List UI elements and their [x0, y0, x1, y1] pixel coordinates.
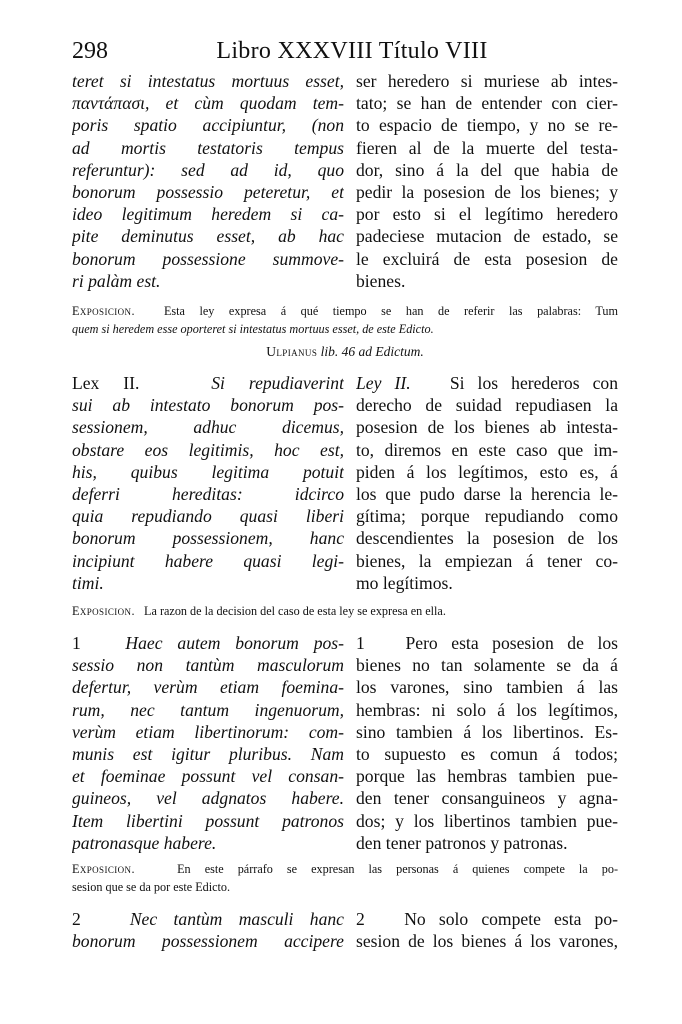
text-line: et foeminae possunt vel consan- [72, 766, 344, 787]
text-line: le excluirá de esta posesion de [356, 248, 618, 269]
text-line: piden á los legítimos, esto es, á [356, 461, 618, 482]
text-line: bienes no tan solamente se da á [356, 655, 618, 676]
text-line: ideo legitimum heredem si ca- [72, 204, 344, 225]
text-line: Haec autem bonorum pos- [125, 633, 344, 653]
text-line: verùm etiam libertinorum: com- [72, 721, 344, 742]
text-line: los varones, sino tambien á las [356, 677, 618, 698]
text-line: bonorum possessionem accipere [72, 931, 344, 952]
text-line: gítima; porque repudiando como [356, 506, 618, 527]
text-line: his, quibus legitima potuit [72, 461, 344, 482]
text-line: pite deminutus esset, ab hac [72, 226, 344, 247]
exposition-note-1 [72, 302, 618, 338]
spanish-text-block-2 [356, 372, 618, 594]
text-line: descendientes la posesion de los [356, 528, 618, 549]
text-line: incipiunt habere quasi legi- [72, 550, 344, 571]
text-line: bonorum possessio peteretur, et [72, 181, 344, 202]
spanish-text-block-4 [356, 908, 618, 952]
text-line: sui ab intestato bonorum pos- [72, 395, 344, 416]
text-line: ad mortis testatoris tempus [72, 137, 344, 158]
text-line: defertur, verùm etiam foemina- [72, 677, 344, 698]
text-line: dor, sino á la del que habia de [356, 159, 618, 180]
spanish-text-block-1 [356, 70, 618, 292]
author-name: Ulpianus [266, 344, 318, 359]
text-line: por esto si el legítimo heredero [356, 204, 618, 225]
text-line: obstare eos legitimis, hoc est, [72, 439, 344, 460]
text-line: tato; se han de entender con cier- [356, 93, 618, 114]
text-line: derecho de suidad repudiasen la [356, 395, 618, 416]
text-line: No solo compete esta po- [404, 909, 618, 929]
text-line: En este párrafo se expresan las personas á quienes compete la po- [177, 862, 618, 876]
text-line: sessio non tantùm masculorum [72, 655, 344, 676]
latin-text-block-4 [72, 908, 344, 952]
text-line: bonorum possessione summove- [72, 248, 344, 269]
exposition-note-2 [72, 602, 618, 620]
note-label: Exposicion. [72, 862, 135, 876]
source-reference: lib. 46 ad Edictum. [320, 344, 424, 359]
paragraph-number: 1 [72, 633, 81, 653]
text-line: rum, nec tantum ingenuorum, [72, 699, 344, 720]
latin-text-block-2 [72, 372, 344, 594]
text-line: quem si heredem esse oporteret si intestatus mortuus esset, de este Edicto. [72, 322, 434, 336]
text-line: mo legítimos. [356, 572, 453, 593]
text-line: dos; y los libertinos tambien pue- [356, 810, 618, 831]
text-line: sino tambien á los libertinos. Es- [356, 721, 618, 742]
text-line: fieren al de la muerte del testa- [356, 137, 618, 158]
text-line: den tener consanguineos y agna- [356, 788, 618, 809]
exposition-note-3 [72, 860, 618, 896]
text-line: ri palàm est. [72, 270, 161, 291]
text-line: porque las hembras tambien pue- [356, 766, 618, 787]
text-line: Nec tantùm masculi hanc [129, 909, 344, 929]
latin-text-block-1 [72, 70, 344, 292]
text-line: to, diremos en este caso que im- [356, 439, 618, 460]
latin-text-block-3 [72, 632, 344, 854]
note-label: Exposicion. [72, 604, 135, 618]
spanish-text-block-3 [356, 632, 618, 854]
text-line: Pero esta posesion de los [405, 633, 618, 653]
text-line: sesion de los bienes á los varones, [356, 931, 618, 952]
text-line: bienes, la empiezan á tener co- [356, 550, 618, 571]
text-line: patronasque habere. [72, 832, 217, 853]
text-line: padeciese mutacion de estado, se [356, 226, 618, 247]
text-line: Item libertini possunt patronos [72, 810, 344, 831]
text-line: hembras: ni solo á los legítimos, [356, 699, 618, 720]
text-line: los que pudo darse la herencia le- [356, 483, 618, 504]
note-label: Exposicion. [72, 304, 135, 318]
text-line: bonorum possessionem, hanc [72, 528, 344, 549]
text-line: den tener patronos y patronas. [356, 832, 568, 853]
paragraph-number: 1 [356, 633, 365, 653]
text-line: quia repudiando quasi liberi [72, 506, 344, 527]
text-line: teret si intestatus mortuus esset, [72, 71, 344, 91]
text-line: Si los herederos con [449, 373, 618, 393]
text-line: Esta ley expresa á qué tiempo se han de referir las palabras: Tum [163, 304, 618, 318]
text-line: La razon de la decision del caso de esta ley se expresa en ella. [144, 604, 446, 618]
text-line: poris spatio accipiuntur, (non [72, 115, 344, 136]
text-line: referuntur): sed ad id, quo [72, 159, 344, 180]
page-header [72, 38, 632, 68]
law-number-spanish: Ley II. [356, 373, 411, 393]
text-line: ser heredero si muriese ab intes- [356, 71, 618, 91]
text-line: munis est igitur pluribus. Nam [72, 743, 344, 764]
text-line: guineos, vel adgnatos habere. [72, 788, 344, 809]
text-line: deferri hereditas: idcirco [72, 483, 344, 504]
source-attribution [72, 344, 618, 360]
paragraph-number: 2 [356, 909, 365, 929]
text-line: bienes. [356, 270, 406, 291]
text-line: Si repudiaverint [211, 373, 344, 393]
page-number: 298 [72, 38, 108, 64]
text-line: to espacio de tiempo, y no se re- [356, 115, 618, 136]
law-number-latin: Lex II. [72, 373, 140, 393]
text-line: sessionem, adhuc dicemus, [72, 417, 344, 438]
text-line: to supuesto es comun á todos; [356, 743, 618, 764]
text-line: pedir la posesion de los bienes; y [356, 181, 618, 202]
paragraph-number: 2 [72, 909, 81, 929]
text-line: posesion de los bienes ab intesta- [356, 417, 618, 438]
text-line: sesion que se da por este Edicto. [72, 880, 231, 894]
text-line: παντάπασι, et cùm quodam tem- [72, 93, 344, 114]
running-head: Libro XXXVIII Título VIII [216, 38, 488, 64]
text-line: timi. [72, 572, 104, 593]
